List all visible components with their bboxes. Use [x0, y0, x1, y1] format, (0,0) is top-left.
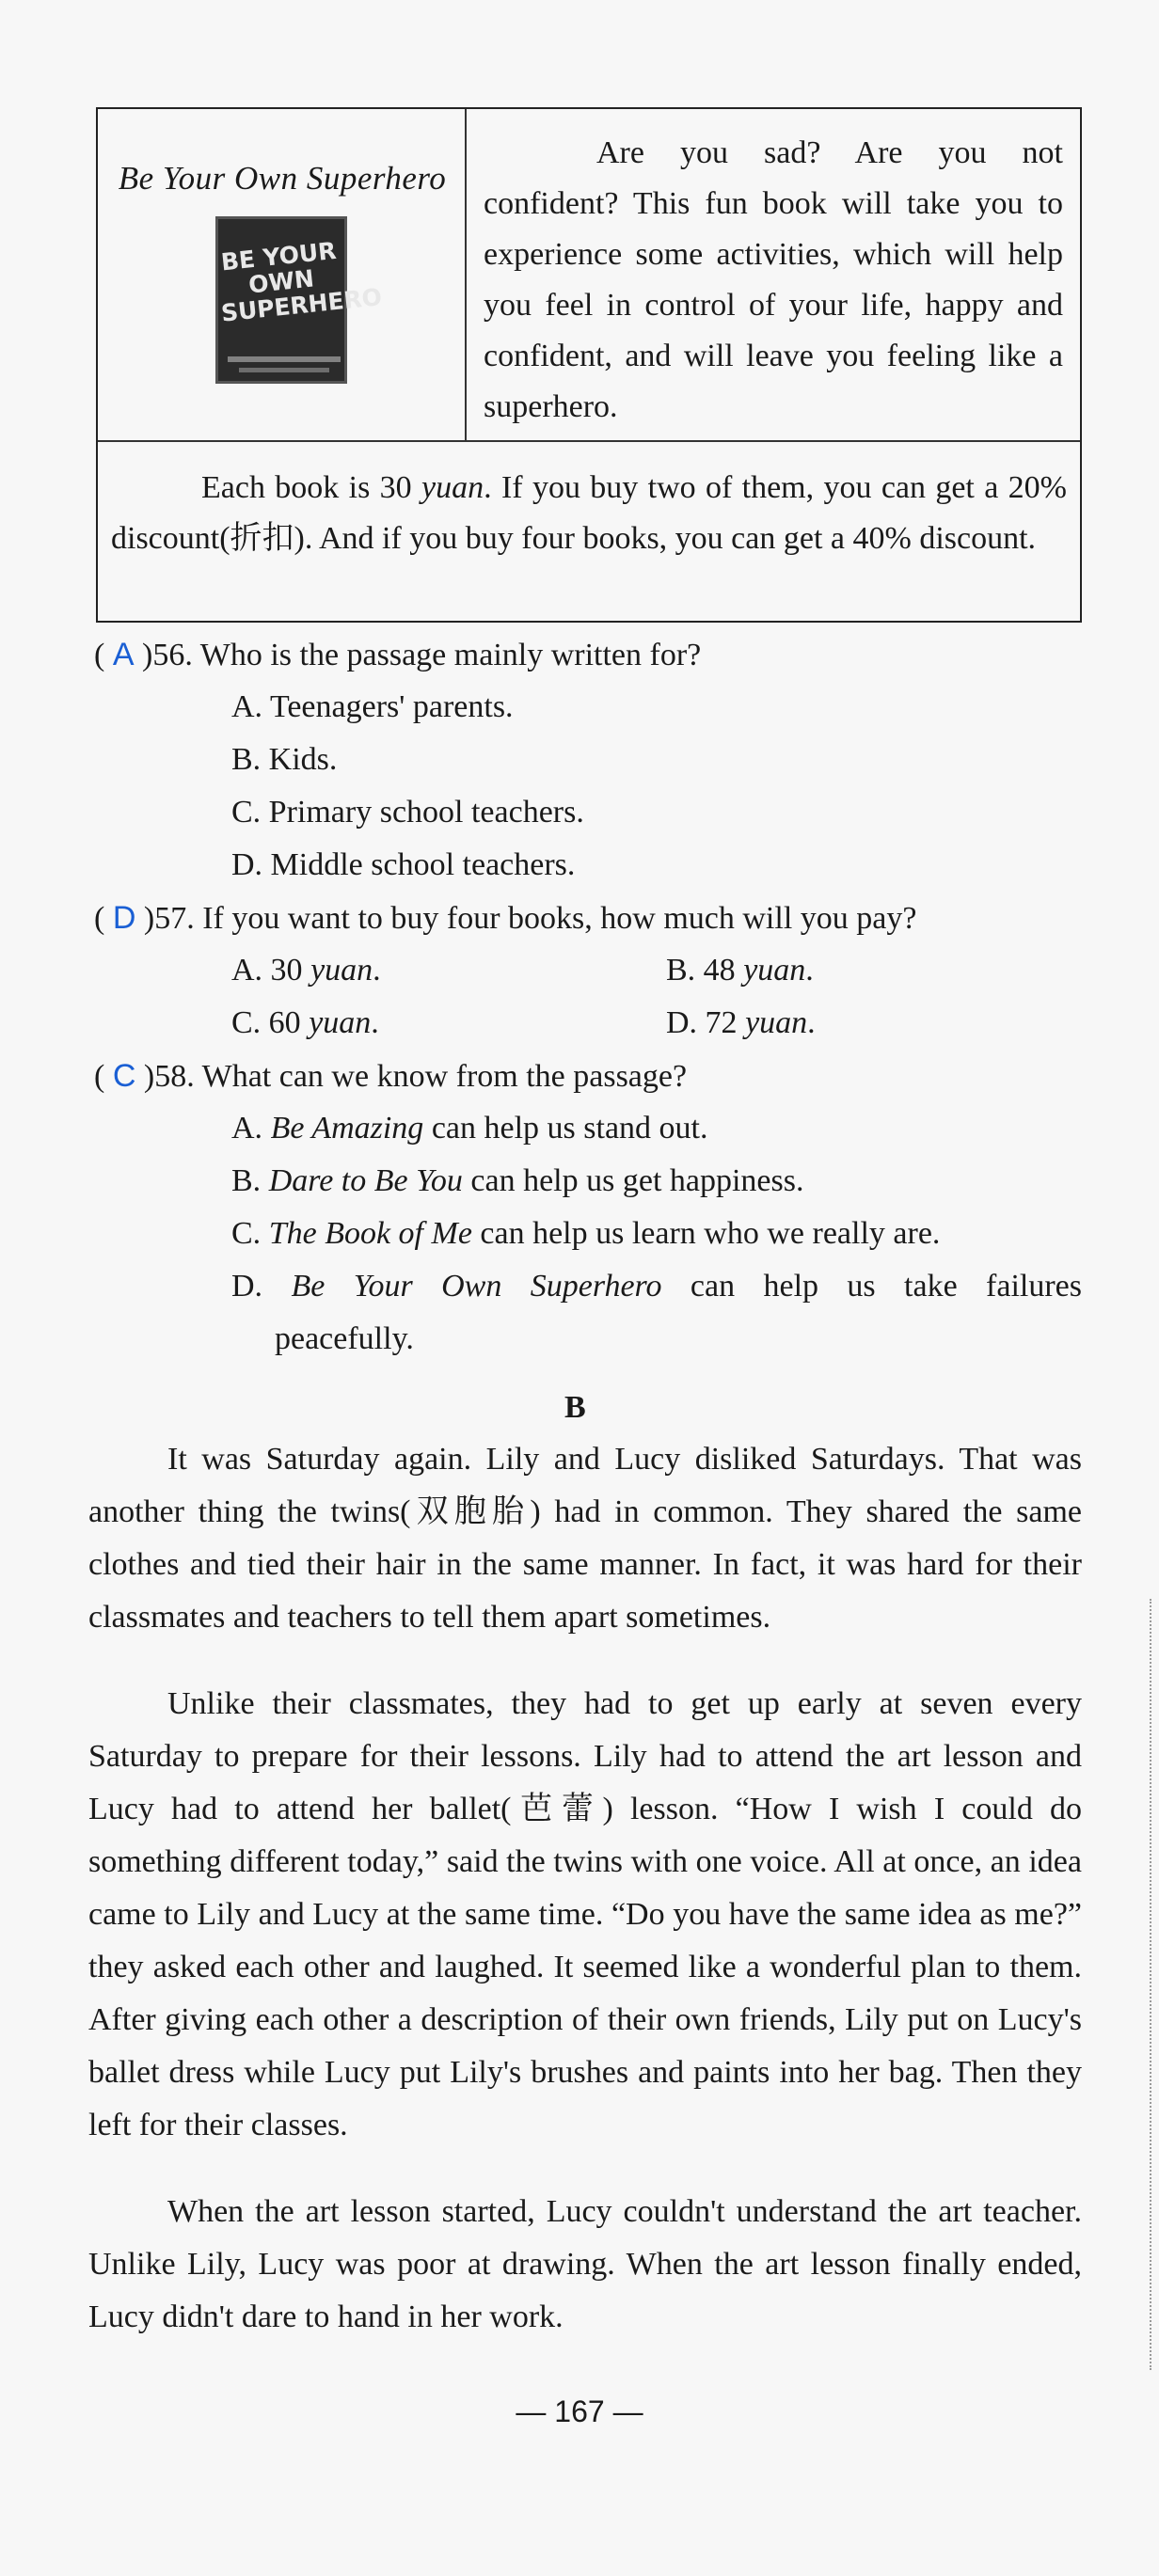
- option-unit: yuan: [309, 1005, 372, 1040]
- option-suffix: .: [371, 1005, 379, 1040]
- option-prefix: D.: [231, 1269, 292, 1304]
- option-text: can help us learn who we really are.: [471, 1216, 941, 1251]
- option-unit: yuan: [743, 953, 806, 988]
- section-label: B: [564, 1390, 586, 1425]
- option-unit: yuan: [745, 1005, 808, 1040]
- option-prefix: A.: [231, 1111, 271, 1146]
- question-text: Who is the passage mainly written for?: [199, 638, 702, 672]
- option-book-title: Be Your Own Superhero: [291, 1269, 662, 1304]
- option-prefix: B.: [231, 1163, 269, 1198]
- answer-letter: D: [112, 900, 136, 936]
- book-cover-text: BE YOUR OWN SUPERHERO: [219, 236, 384, 327]
- passage-paragraph-3: When the art lesson started, Lucy couldn't understand the art teacher. Unlike Lily, Lucy was poor at drawing. When the art lesson finally ended, Lucy didn't dare to hand in her work.: [88, 2194, 1082, 2334]
- option-book-title: Be Amazing: [270, 1111, 424, 1146]
- option-text: can help us stand out.: [423, 1111, 708, 1146]
- option-58-d: [231, 1260, 1082, 1313]
- option-prefix: C. 60: [231, 1005, 310, 1040]
- option-book-title: The Book of Me: [268, 1216, 472, 1251]
- option-prefix: A. 30: [231, 953, 311, 988]
- answer-letter: C: [112, 1058, 136, 1094]
- option-56-a: A. Teenagers' parents.: [231, 689, 514, 724]
- option-58-b: [231, 1155, 803, 1208]
- option-56-c: C. Primary school teachers.: [231, 795, 584, 830]
- cover-decoration: [239, 368, 329, 372]
- option-58-c: [231, 1208, 940, 1260]
- book-ad-table: [96, 107, 1082, 623]
- option-suffix: .: [807, 1005, 816, 1040]
- option-56-b: B. Kids.: [231, 742, 338, 777]
- price-info-text: . If you buy two of them, you can get a 20% discount(折扣). And if you buy four books, you can get a 40% discount.: [111, 470, 1067, 556]
- question-58: ( C )58. What can we know from the passage?: [94, 1058, 688, 1094]
- price-info-cell: [98, 442, 1080, 621]
- answer-letter: A: [112, 637, 135, 672]
- option-text: can help us take failures: [661, 1269, 1082, 1304]
- price-info-unit: yuan: [421, 470, 484, 505]
- option-unit: yuan: [310, 953, 373, 988]
- page-number: — 167 —: [516, 2394, 643, 2428]
- passage-paragraph-1: It was Saturday again. Lily and Lucy disliked Saturdays. That was another thing the twins(双胞胎) had in common. They shared the same clothes and tied their hair in the same manner. In fact, it was hard for their classmates and teachers to tell them apart sometimes.: [88, 1442, 1082, 1635]
- book-title-cell: [98, 109, 467, 440]
- passage-paragraph-2: Unlike their classmates, they had to get up early at seven every Saturday to prepare for their lessons. Lily had to attend the art lesson and Lucy had to attend her ballet(芭蕾) lesson. “How I wish I could do something different today,” said the twins with one voice. All at once, an idea came to Lily and Lucy at the same time. “Do you have the same idea as me?” they asked each other and laughed. It seemed like a wonderful plan to them. After giving each other a description of their own friends, Lily put on Lucy's ballet dress while Lucy put Lily's brushes and paints into her bag. Then they left for their classes.: [88, 1686, 1082, 2142]
- option-57-b: [666, 944, 814, 997]
- option-suffix: .: [373, 953, 381, 988]
- option-book-title: Dare to Be You: [268, 1163, 463, 1198]
- question-text: If you want to buy four books, how much will you pay?: [202, 901, 917, 936]
- option-58-a: [231, 1102, 707, 1155]
- option-prefix: C.: [231, 1216, 269, 1251]
- question-number: 58.: [154, 1059, 195, 1094]
- book-description: Are you sad? Are you not confident? This fun book will take you to experience some activities, which will help you feel in control of your life, happy and confident, and will leave you feeling like a superhero.: [484, 135, 1063, 424]
- option-57-a: [231, 944, 381, 997]
- question-57: ( D )57. If you want to buy four books, how much will you pay?: [94, 900, 917, 936]
- cover-decoration: [228, 356, 341, 362]
- option-57-c: [231, 997, 379, 1050]
- option-58-d-continued: peacefully.: [275, 1321, 414, 1356]
- option-suffix: .: [805, 953, 814, 988]
- question-number: 56.: [152, 638, 193, 672]
- price-info-text: Each book is 30: [201, 470, 422, 505]
- right-dotted-margin: [1150, 1599, 1151, 2370]
- option-text: can help us get happiness.: [462, 1163, 804, 1198]
- option-56-d: D. Middle school teachers.: [231, 847, 576, 882]
- question-number: 57.: [154, 901, 195, 936]
- option-prefix: D. 72: [666, 1005, 746, 1040]
- option-57-d: [666, 997, 816, 1050]
- option-prefix: B. 48: [666, 953, 744, 988]
- book-title: Be Your Own Superhero: [118, 160, 447, 197]
- book-description-cell: [467, 109, 1080, 440]
- question-56: ( A )56. Who is the passage mainly written for?: [94, 637, 702, 672]
- price-info: [111, 463, 1067, 564]
- book-cover-image: [215, 216, 384, 384]
- question-text: What can we know from the passage?: [201, 1059, 688, 1094]
